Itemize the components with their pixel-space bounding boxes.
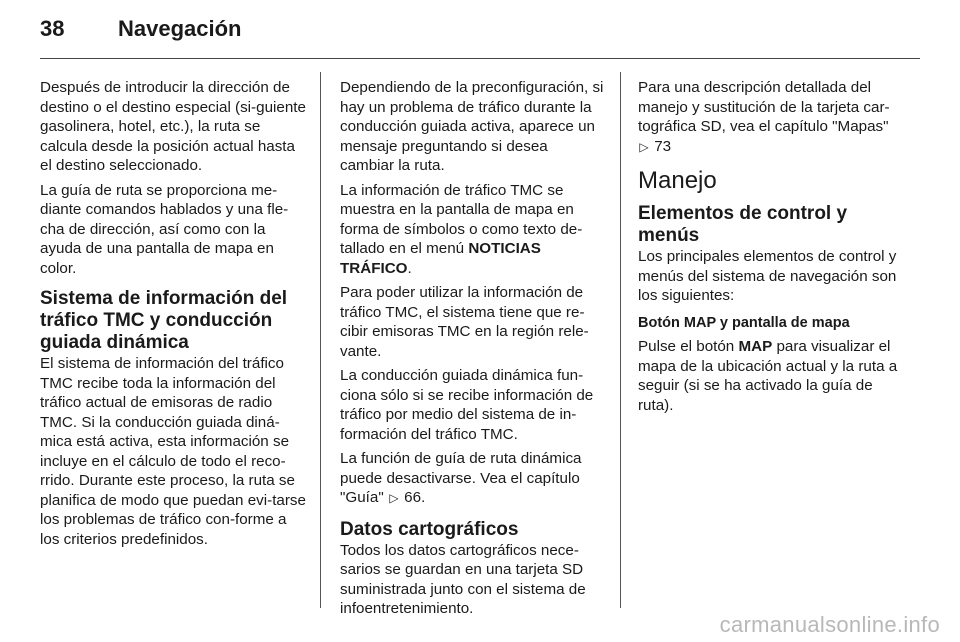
page-ref-arrow-icon: ▷	[639, 139, 649, 154]
paragraph: El sistema de información del tráfico TMC recibe toda la información del tráfico actual de emisoras de radio TMC. Si la conducción guiada diná-mica está activa, esta información se incluye en el cálculo de todo el reco-rrido. Durante este proceso, la ruta se planifica de modo que puedan evi-tarse los problemas de tráfico con-forme a los criterios predefinidos.	[40, 355, 306, 548]
subsection-heading-map: Botón MAP y pantalla de mapa	[638, 314, 850, 331]
page-ref-arrow-icon: ▷	[389, 491, 399, 505]
column-2	[340, 78, 604, 624]
page-reference: 73	[654, 137, 672, 155]
column-divider-1	[320, 72, 321, 608]
column-divider-2	[620, 72, 621, 608]
page-header	[40, 16, 920, 56]
paragraph: Para poder utilizar la información de tráfico TMC, el sistema tiene que re-cibir emisoras TMC en la región rele-vante.	[340, 284, 589, 360]
watermark: carmanualsonline.info	[719, 612, 940, 637]
menu-name: NOTICIAS TRÁFICO	[340, 240, 541, 277]
section-heading-datos: Datos cartográficos	[340, 518, 519, 540]
section-heading-tmc: Sistema de información del tráfico TMC y conducción guiada dinámica	[40, 288, 288, 353]
paragraph: La guía de ruta se proporciona me-diante comandos hablados y una fle-cha de dirección, así como con la ayuda de una pantalla de mapa en color.	[40, 181, 289, 277]
header-divider	[40, 58, 920, 59]
paragraph: Todos los datos cartográficos nece-sarios se guardan en una tarjeta SD suministrada junto con el sistema de infoentretenimiento.	[340, 541, 586, 617]
section-heading-elementos: Elementos de control y menús	[638, 203, 848, 246]
paragraph: La información de tráfico TMC se muestra en la pantalla de mapa en forma de símbolos o como texto de-tallado en el menú NOTICIAS TRÁFICO.	[340, 181, 583, 277]
page-number: 38	[40, 16, 65, 41]
column-3	[638, 78, 904, 420]
paragraph: Después de introducir la dirección de destino o el destino especial (si-guiente gasolinera, hotel, etc.), la ruta se calcula desde la posición actual hasta el destino seleccionado.	[40, 79, 306, 174]
page-reference: 66.	[404, 489, 426, 506]
paragraph: Dependiendo de la preconfiguración, si hay un problema de tráfico durante la conducción guiada activa, aparece un mensaje preguntando si desea cambiar la ruta.	[340, 79, 604, 174]
paragraph: Los principales elementos de control y menús del sistema de navegación son los siguientes:	[638, 248, 897, 304]
page-title: Navegación	[118, 16, 242, 41]
paragraph: Pulse el botón MAP para visualizar el mapa de la ubicación actual y la ruta a seguir (si se ha activado la guía de ruta).	[638, 338, 898, 414]
column-1	[40, 78, 308, 554]
chapter-heading-manejo: Manejo	[638, 167, 717, 194]
button-name: MAP	[738, 338, 773, 355]
paragraph: Para una descripción detallada del manejo y sustitución de la tarjeta car-tográfica SD, vea el capítulo "Mapas" ▷ 73	[638, 78, 904, 157]
paragraph: La conducción guiada dinámica fun-ciona sólo si se recibe información de tráfico por medio del sistema de in-formación del tráfico TMC.	[340, 367, 594, 443]
paragraph: La función de guía de ruta dinámica puede desactivarse. Vea el capítulo "Guía" ▷ 66.	[340, 449, 604, 509]
